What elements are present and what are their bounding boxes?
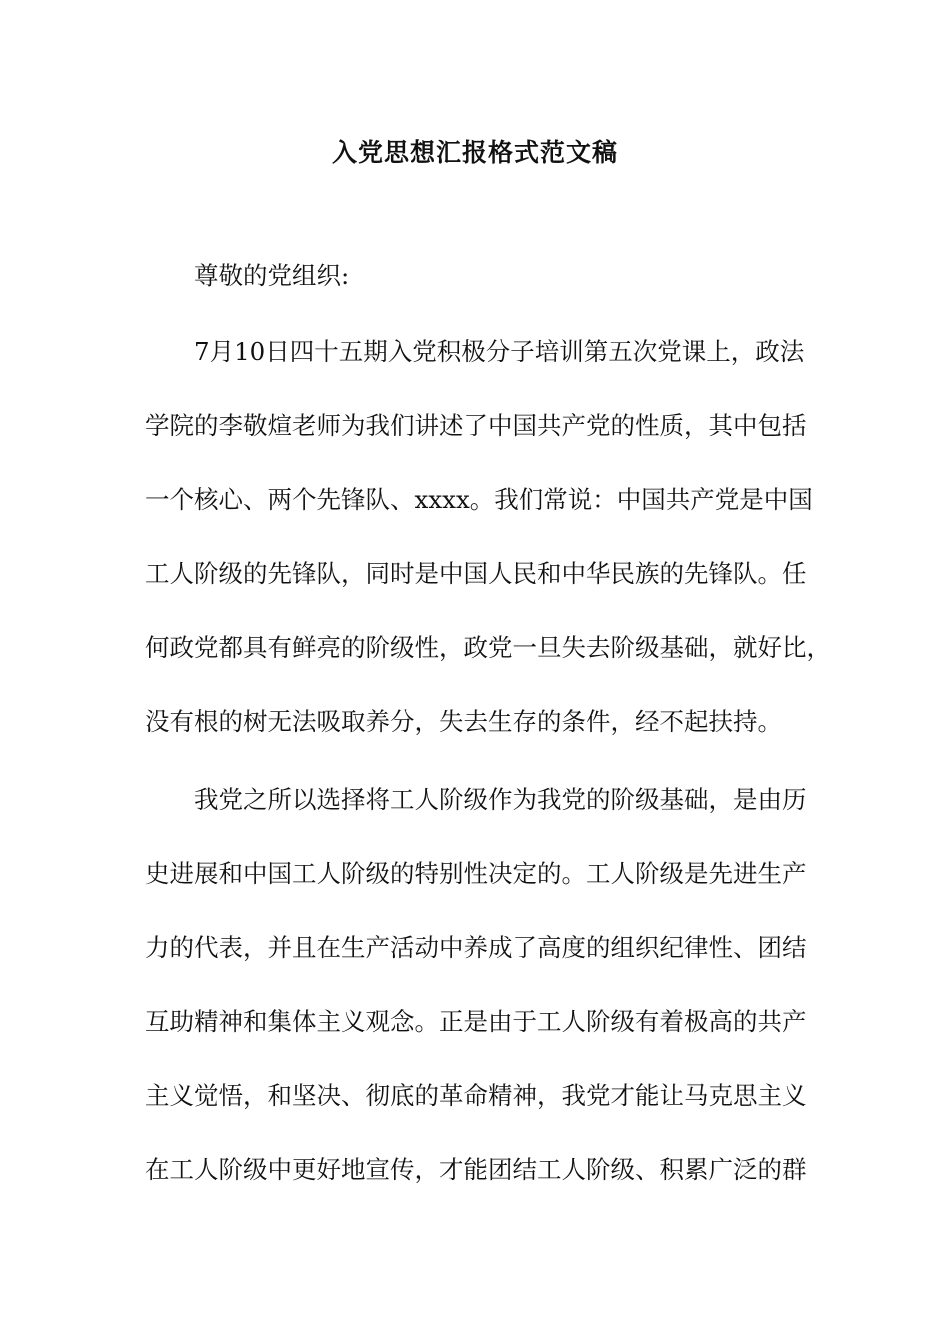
paragraph-2-line-2: 史进展和中国工人阶级的特别性决定的。工人阶级是先进生产 [145, 859, 807, 888]
paragraph-2-line-6: 在工人阶级中更好地宣传，才能团结工人阶级、积累广泛的群 [145, 1155, 807, 1184]
salutation: 尊敬的党组织: [194, 261, 350, 290]
paragraph-2-line-4: 互助精神和集体主义观念。正是由于工人阶级有着极高的共产 [145, 1007, 807, 1036]
paragraph-1-line-4: 工人阶级的先锋队，同时是中国人民和中华民族的先锋队。任 [145, 559, 807, 588]
paragraph-1-line-6: 没有根的树无法吸取养分，失去生存的条件，经不起扶持。 [145, 707, 782, 736]
paragraph-2-line-1: 我党之所以选择将工人阶级作为我党的阶级基础，是由历 [194, 785, 807, 814]
paragraph-2-line-3: 力的代表，并且在生产活动中养成了高度的组织纪律性、团结 [145, 933, 807, 962]
paragraph-1-line-5: 何政党都具有鲜亮的阶级性，政党一旦失去阶级基础，就好比， [145, 633, 831, 662]
paragraph-1-line-3: 一个核心、两个先锋队、xxxx。我们常说：中国共产党是中国 [145, 485, 813, 514]
paragraph-1-line-1: 7月10日四十五期入党积极分子培训第五次党课上，政法 [194, 337, 805, 366]
document-title: 入党思想汇报格式范文稿 [331, 138, 618, 167]
paragraph-2-line-5: 主义觉悟，和坚决、彻底的革命精神，我党才能让马克思主义 [145, 1081, 807, 1110]
paragraph-1-line-2: 学院的李敬煊老师为我们讲述了中国共产党的性质，其中包括 [145, 411, 807, 440]
